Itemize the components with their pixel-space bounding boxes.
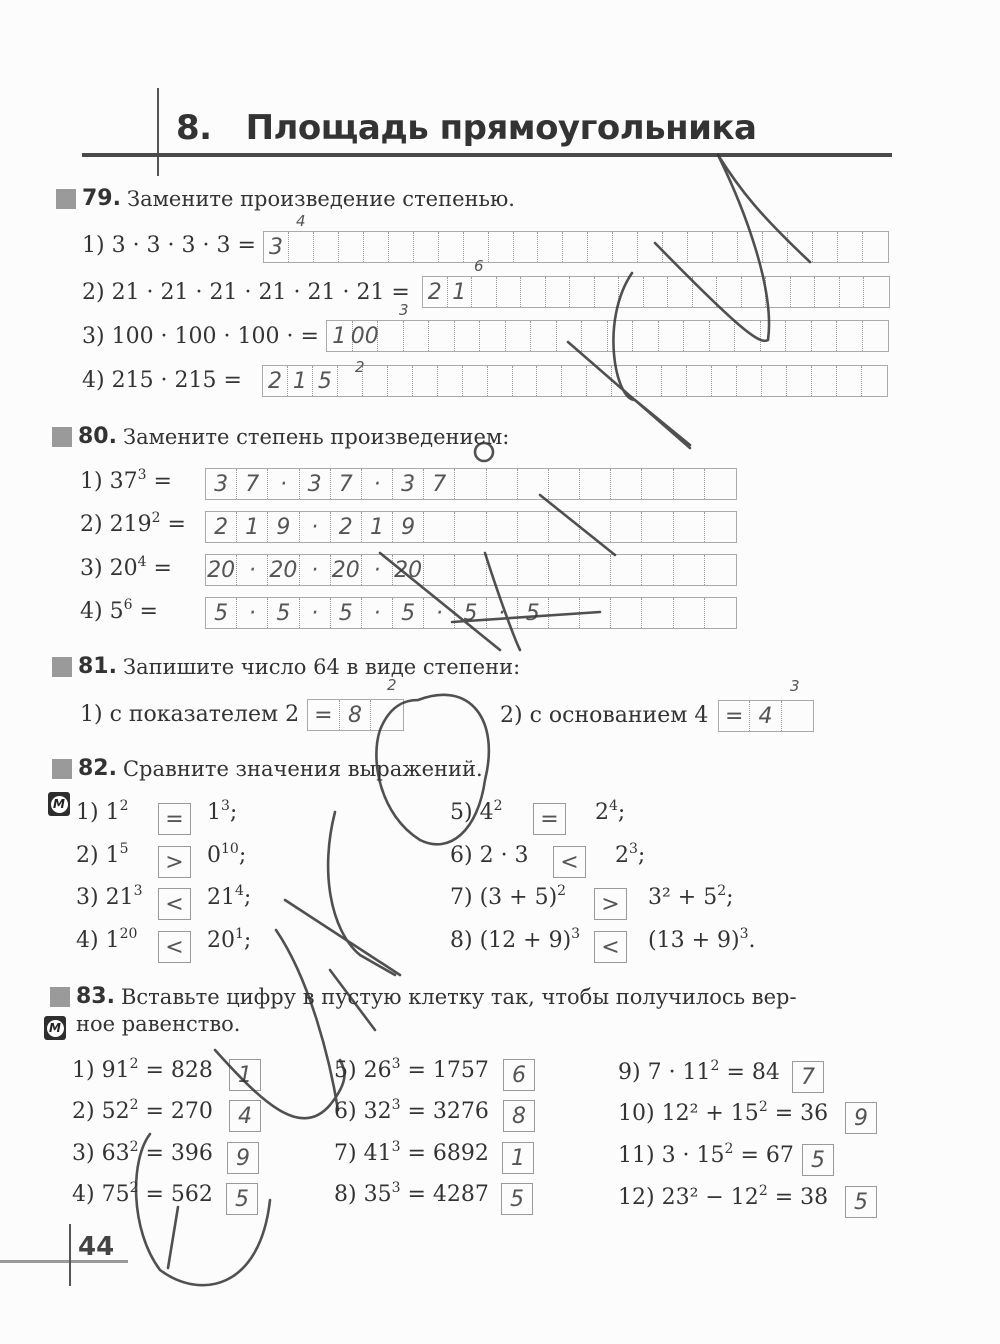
- grid-cell[interactable]: [642, 598, 673, 628]
- grid-cell[interactable]: [562, 366, 587, 396]
- ex82-item-left: 1) $1^2$: [76, 798, 129, 825]
- grid-cell[interactable]: [518, 512, 549, 542]
- grid-cell[interactable]: 1: [362, 512, 393, 542]
- grid-cell[interactable]: 5: [331, 598, 362, 628]
- ex82-item-right: $21^4$;: [207, 883, 252, 910]
- grid-cell[interactable]: [455, 321, 481, 351]
- ex82-item-right: $2^4$;: [595, 798, 626, 825]
- grid-cell[interactable]: [837, 321, 863, 351]
- ex81-item-2-label: 2) с основанием 4: [500, 703, 709, 728]
- grid-cell[interactable]: [705, 598, 736, 628]
- ex82-item-left: 7) $(3 + 5)^2$: [450, 883, 567, 910]
- grid-cell[interactable]: [438, 366, 463, 396]
- ex79-item-1-label: 1) 3 · 3 · 3 · 3 =: [82, 233, 256, 258]
- grid-cell[interactable]: [537, 366, 562, 396]
- grid-cell[interactable]: 5: [268, 598, 299, 628]
- grid-cell[interactable]: 1: [327, 321, 353, 351]
- grid-cell[interactable]: 2: [206, 512, 237, 542]
- grid-cell[interactable]: [518, 469, 549, 499]
- grid-cell[interactable]: 2: [263, 366, 288, 396]
- grid-cell[interactable]: [763, 232, 788, 262]
- ex83-item-equation: 4) $75^2 = 562$: [72, 1180, 213, 1207]
- ex80-item-4-grid[interactable]: [205, 597, 737, 629]
- grid-cell[interactable]: [546, 277, 571, 307]
- grid-cell[interactable]: [642, 555, 673, 585]
- grid-cell[interactable]: [580, 469, 611, 499]
- grid-cell[interactable]: [489, 232, 514, 262]
- grid-cell[interactable]: [455, 469, 486, 499]
- grid-cell[interactable]: [506, 321, 532, 351]
- grid-cell[interactable]: [289, 232, 314, 262]
- grid-cell[interactable]: [363, 366, 388, 396]
- grid-cell[interactable]: [735, 321, 761, 351]
- grid-cell[interactable]: [378, 321, 404, 351]
- exercise-marker-icon: [52, 427, 72, 447]
- ex82-item-left: 5) $4^2$: [450, 798, 503, 825]
- grid-cell[interactable]: 1: [288, 366, 313, 396]
- grid-cell[interactable]: [314, 232, 339, 262]
- grid-cell[interactable]: 5: [393, 598, 424, 628]
- page-number: 44: [78, 1232, 115, 1262]
- method-badge-icon: M: [44, 1016, 66, 1040]
- ex80-item-2-grid[interactable]: [205, 511, 737, 543]
- grid-cell[interactable]: [389, 232, 414, 262]
- grid-cell[interactable]: [549, 598, 580, 628]
- grid-cell[interactable]: [863, 321, 889, 351]
- ex80-item-1-grid[interactable]: [205, 468, 737, 500]
- header-vertical-rule: [157, 88, 159, 176]
- grid-cell[interactable]: 8: [340, 700, 372, 730]
- ex79-item-2-label: 2) 21 · 21 · 21 · 21 · 21 · 21 =: [82, 280, 410, 305]
- chapter-number: 8.: [176, 108, 212, 148]
- grid-cell[interactable]: ·: [268, 469, 299, 499]
- grid-cell[interactable]: [487, 555, 518, 585]
- ex81-item-2-grid[interactable]: [718, 700, 814, 732]
- grid-cell[interactable]: [549, 512, 580, 542]
- ex79-item-3-grid[interactable]: [326, 320, 889, 352]
- grid-cell[interactable]: [424, 555, 455, 585]
- ex79-item-4-label: 4) 215 · 215 =: [82, 368, 242, 393]
- ex82-item-left: 4) $1^{20}$: [76, 926, 138, 953]
- grid-cell[interactable]: ·: [237, 598, 268, 628]
- ex79-item-2-grid[interactable]: [422, 276, 890, 308]
- ex83-answer-box[interactable]: 5: [845, 1186, 877, 1218]
- grid-cell[interactable]: 9: [268, 512, 299, 542]
- grid-cell[interactable]: [587, 366, 612, 396]
- grid-cell[interactable]: 20: [393, 555, 424, 585]
- ex83-answer-box[interactable]: 6: [503, 1059, 535, 1091]
- grid-cell[interactable]: ·: [362, 469, 393, 499]
- chapter-title-text: Площадь прямоугольника: [245, 108, 757, 148]
- grid-cell[interactable]: ·: [237, 555, 268, 585]
- grid-cell[interactable]: [674, 555, 705, 585]
- ex79-item-1-exponent: 4: [296, 212, 306, 230]
- ex83-item-equation: 1) $91^2 = 828$: [72, 1056, 213, 1083]
- exercise-83-instruction-line2: ное равенство.: [76, 1012, 241, 1036]
- grid-cell[interactable]: [717, 277, 742, 307]
- grid-cell[interactable]: [463, 366, 488, 396]
- ex83-answer-box[interactable]: 9: [227, 1142, 259, 1174]
- grid-cell[interactable]: [738, 232, 763, 262]
- grid-cell[interactable]: ·: [362, 598, 393, 628]
- grid-cell[interactable]: [414, 232, 439, 262]
- ex82-item-right: $(13 + 9)^3$.: [648, 926, 756, 953]
- exercise-83-heading: 83. Вставьте цифру в пустую клетку так, чтобы получилось вер-: [50, 984, 797, 1009]
- grid-cell[interactable]: [455, 512, 486, 542]
- grid-cell[interactable]: [668, 277, 693, 307]
- grid-cell[interactable]: [782, 701, 813, 731]
- grid-cell[interactable]: [712, 366, 737, 396]
- grid-cell[interactable]: [713, 232, 738, 262]
- grid-cell[interactable]: 2: [331, 512, 362, 542]
- grid-cell[interactable]: 2: [423, 277, 448, 307]
- grid-cell[interactable]: [549, 469, 580, 499]
- grid-cell[interactable]: [674, 512, 705, 542]
- ex82-comparison-box[interactable]: <: [553, 846, 586, 878]
- grid-cell[interactable]: ·: [362, 555, 393, 585]
- exercise-marker-icon: [56, 189, 76, 209]
- ex79-item-1-grid[interactable]: [263, 231, 889, 263]
- ex80-item-2-label: 2) $219^2$ =: [80, 510, 186, 537]
- grid-cell[interactable]: 7: [331, 469, 362, 499]
- grid-cell[interactable]: 4: [750, 701, 781, 731]
- grid-cell[interactable]: [613, 232, 638, 262]
- ex79-item-4-exponent: 2: [355, 358, 365, 376]
- exercise-marker-icon: [52, 657, 72, 677]
- ex82-item-right: $0^{10}$;: [207, 841, 247, 868]
- grid-cell[interactable]: [705, 469, 736, 499]
- grid-cell[interactable]: [364, 232, 389, 262]
- ex82-item-left: 3) $21^3$: [76, 883, 143, 910]
- grid-cell[interactable]: 3: [300, 469, 331, 499]
- grid-cell[interactable]: 3: [393, 469, 424, 499]
- grid-cell[interactable]: [761, 321, 787, 351]
- grid-cell[interactable]: 5: [518, 598, 549, 628]
- grid-cell[interactable]: [863, 232, 888, 262]
- ex82-comparison-box[interactable]: <: [158, 931, 191, 963]
- grid-cell[interactable]: [787, 366, 812, 396]
- ex83-item-equation: 8) $35^3 = 4287$: [334, 1180, 489, 1207]
- grid-cell[interactable]: ·: [300, 555, 331, 585]
- grid-cell[interactable]: [619, 277, 644, 307]
- grid-cell[interactable]: [838, 232, 863, 262]
- grid-cell[interactable]: 7: [424, 469, 455, 499]
- exercise-82-heading: 82. Сравните значения выражений.: [52, 756, 483, 781]
- exercise-79-heading: 79. Замените произведение степенью.: [56, 186, 515, 211]
- grid-cell[interactable]: [815, 277, 840, 307]
- grid-cell[interactable]: [424, 512, 455, 542]
- ex82-comparison-box[interactable]: >: [594, 888, 627, 920]
- ex82-item-right: $2^3$;: [615, 841, 646, 868]
- grid-cell[interactable]: [521, 277, 546, 307]
- ex82-item-right: $20^1$;: [207, 926, 252, 953]
- ex82-comparison-box[interactable]: >: [158, 846, 191, 878]
- ex81-item-1-grid[interactable]: [307, 699, 404, 731]
- ex83-item-equation: 2) $52^2 = 270$: [72, 1097, 213, 1124]
- ex83-item-equation: 7) $41^3 = 6892$: [334, 1139, 489, 1166]
- ex83-answer-box[interactable]: 8: [503, 1100, 535, 1132]
- grid-cell[interactable]: [788, 232, 813, 262]
- grid-cell[interactable]: [439, 232, 464, 262]
- grid-cell[interactable]: [737, 366, 762, 396]
- grid-cell[interactable]: =: [308, 700, 340, 730]
- grid-cell[interactable]: [693, 277, 718, 307]
- grid-cell[interactable]: ·: [300, 512, 331, 542]
- grid-cell[interactable]: [611, 555, 642, 585]
- grid-cell[interactable]: [637, 366, 662, 396]
- grid-cell[interactable]: 3: [206, 469, 237, 499]
- grid-cell[interactable]: [705, 512, 736, 542]
- grid-cell[interactable]: [514, 232, 539, 262]
- ex83-item-equation: 10) $12^2 + 15^2 = 36$: [618, 1099, 829, 1126]
- ex83-answer-box[interactable]: 1: [229, 1059, 261, 1091]
- grid-cell[interactable]: [557, 321, 583, 351]
- grid-cell[interactable]: [518, 555, 549, 585]
- grid-cell[interactable]: [538, 232, 563, 262]
- grid-cell[interactable]: [662, 366, 687, 396]
- ex82-item-right: $3^2 + 5^2$;: [648, 883, 734, 910]
- grid-cell[interactable]: [840, 277, 865, 307]
- grid-cell[interactable]: ·: [300, 598, 331, 628]
- grid-cell[interactable]: [549, 555, 580, 585]
- grid-cell[interactable]: [766, 277, 791, 307]
- ex80-item-1-label: 1) $37^3$ =: [80, 467, 172, 494]
- grid-cell[interactable]: [608, 321, 634, 351]
- grid-cell[interactable]: [588, 232, 613, 262]
- grid-cell[interactable]: [659, 321, 685, 351]
- grid-cell[interactable]: [638, 232, 663, 262]
- footer-vertical-rule: [69, 1224, 71, 1286]
- grid-cell[interactable]: [339, 232, 364, 262]
- grid-cell[interactable]: [684, 321, 710, 351]
- grid-cell[interactable]: 20: [331, 555, 362, 585]
- grid-cell[interactable]: [513, 366, 538, 396]
- ex80-item-3-label: 3) $20^4$ =: [80, 554, 172, 581]
- grid-cell[interactable]: 1: [237, 512, 268, 542]
- grid-cell[interactable]: [791, 277, 816, 307]
- grid-cell[interactable]: [687, 366, 712, 396]
- ex79-item-3-label: 3) 100 · 100 · 100 · =: [82, 324, 319, 349]
- chapter-title: [176, 108, 756, 148]
- grid-cell[interactable]: 20: [206, 555, 237, 585]
- grid-cell[interactable]: [480, 321, 506, 351]
- ex82-comparison-box[interactable]: =: [533, 803, 566, 835]
- grid-cell[interactable]: [762, 366, 787, 396]
- ex83-item-equation: 11) $3 \cdot 15^2 = 67$: [618, 1141, 794, 1168]
- grid-cell[interactable]: [705, 555, 736, 585]
- grid-cell[interactable]: [633, 321, 659, 351]
- grid-cell[interactable]: 20: [268, 555, 299, 585]
- grid-cell[interactable]: [570, 277, 595, 307]
- grid-cell[interactable]: [488, 366, 513, 396]
- grid-cell[interactable]: 00: [353, 321, 379, 351]
- grid-cell[interactable]: [612, 366, 637, 396]
- grid-cell[interactable]: [837, 366, 862, 396]
- grid-cell[interactable]: [487, 469, 518, 499]
- ex83-answer-box[interactable]: 1: [502, 1142, 534, 1174]
- header-rule: [82, 153, 892, 157]
- ex81-item-1-exponent: 2: [387, 676, 397, 694]
- grid-cell[interactable]: [642, 512, 673, 542]
- grid-cell[interactable]: [862, 366, 887, 396]
- ex82-item-left: 6) 2 · 3: [450, 843, 529, 868]
- ex80-item-3-grid[interactable]: [205, 554, 737, 586]
- ex83-answer-box[interactable]: 5: [501, 1183, 533, 1215]
- grid-cell[interactable]: [642, 469, 673, 499]
- grid-cell[interactable]: [864, 277, 889, 307]
- grid-cell[interactable]: [674, 469, 705, 499]
- grid-cell[interactable]: [582, 321, 608, 351]
- ex83-answer-box[interactable]: 4: [229, 1100, 261, 1132]
- grid-cell[interactable]: 1: [448, 277, 473, 307]
- grid-cell[interactable]: [563, 232, 588, 262]
- ex83-answer-box[interactable]: 9: [845, 1102, 877, 1134]
- grid-cell[interactable]: [455, 555, 486, 585]
- grid-cell[interactable]: 9: [393, 512, 424, 542]
- ex83-item-equation: 12) $23^2 - 12^2 = 38$: [618, 1183, 829, 1210]
- ex82-item-right: $1^3$;: [207, 798, 238, 825]
- exercise-marker-icon: [52, 759, 72, 779]
- grid-cell[interactable]: 7: [237, 469, 268, 499]
- exercise-81-heading: 81. Запишите число 64 в виде степени:: [52, 654, 520, 679]
- grid-cell[interactable]: [487, 512, 518, 542]
- grid-cell[interactable]: [429, 321, 455, 351]
- grid-cell[interactable]: 5: [313, 366, 338, 396]
- ex80-item-4-label: 4) $5^6$ =: [80, 597, 158, 624]
- grid-cell[interactable]: [404, 321, 430, 351]
- ex83-item-equation: 6) $32^3 = 3276$: [334, 1097, 489, 1124]
- ex83-item-equation: 5) $26^3 = 1757$: [334, 1056, 489, 1083]
- ex83-answer-box[interactable]: 5: [802, 1144, 834, 1176]
- grid-cell[interactable]: [742, 277, 767, 307]
- grid-cell[interactable]: [812, 321, 838, 351]
- grid-cell[interactable]: [497, 277, 522, 307]
- exercise-marker-icon: [50, 987, 70, 1007]
- grid-cell[interactable]: [812, 366, 837, 396]
- grid-cell[interactable]: [580, 512, 611, 542]
- grid-cell[interactable]: [371, 700, 403, 730]
- exercise-80-heading: 80. Замените степень произведением:: [52, 424, 509, 449]
- grid-cell[interactable]: ·: [487, 598, 518, 628]
- grid-cell[interactable]: 5: [455, 598, 486, 628]
- grid-cell[interactable]: [663, 232, 688, 262]
- grid-cell[interactable]: 3: [264, 232, 289, 262]
- ex82-item-left: 2) $1^5$: [76, 841, 129, 868]
- grid-cell[interactable]: [813, 232, 838, 262]
- grid-cell[interactable]: [388, 366, 413, 396]
- grid-cell[interactable]: [595, 277, 620, 307]
- ex81-item-2-exponent: 3: [790, 677, 800, 695]
- ex82-comparison-box[interactable]: <: [158, 888, 191, 920]
- ex81-item-1-label: 1) с показателем 2: [80, 702, 300, 727]
- ex82-item-left: 8) $(12 + 9)^3$: [450, 926, 581, 953]
- grid-cell[interactable]: =: [719, 701, 750, 731]
- ex82-comparison-box[interactable]: =: [158, 803, 191, 835]
- grid-cell[interactable]: [710, 321, 736, 351]
- ex79-item-2-exponent: 6: [474, 257, 484, 275]
- grid-cell[interactable]: [644, 277, 669, 307]
- ex83-item-equation: 3) $63^2 = 396$: [72, 1139, 213, 1166]
- grid-cell[interactable]: [580, 555, 611, 585]
- grid-cell[interactable]: [611, 598, 642, 628]
- grid-cell[interactable]: ·: [424, 598, 455, 628]
- grid-cell[interactable]: [674, 598, 705, 628]
- grid-cell[interactable]: [531, 321, 557, 351]
- ex82-comparison-box[interactable]: <: [594, 931, 627, 963]
- grid-cell[interactable]: [611, 469, 642, 499]
- grid-cell[interactable]: [611, 512, 642, 542]
- grid-cell[interactable]: [472, 277, 497, 307]
- ex83-item-equation: 9) $7 \cdot 11^2 = 84$: [618, 1058, 780, 1085]
- ex79-item-3-exponent: 3: [399, 301, 409, 319]
- grid-cell[interactable]: [688, 232, 713, 262]
- grid-cell[interactable]: [580, 598, 611, 628]
- ex83-answer-box[interactable]: 5: [226, 1183, 258, 1215]
- ex83-answer-box[interactable]: 7: [792, 1061, 824, 1093]
- grid-cell[interactable]: [413, 366, 438, 396]
- grid-cell[interactable]: 5: [206, 598, 237, 628]
- grid-cell[interactable]: [786, 321, 812, 351]
- method-badge-icon: M: [48, 792, 70, 816]
